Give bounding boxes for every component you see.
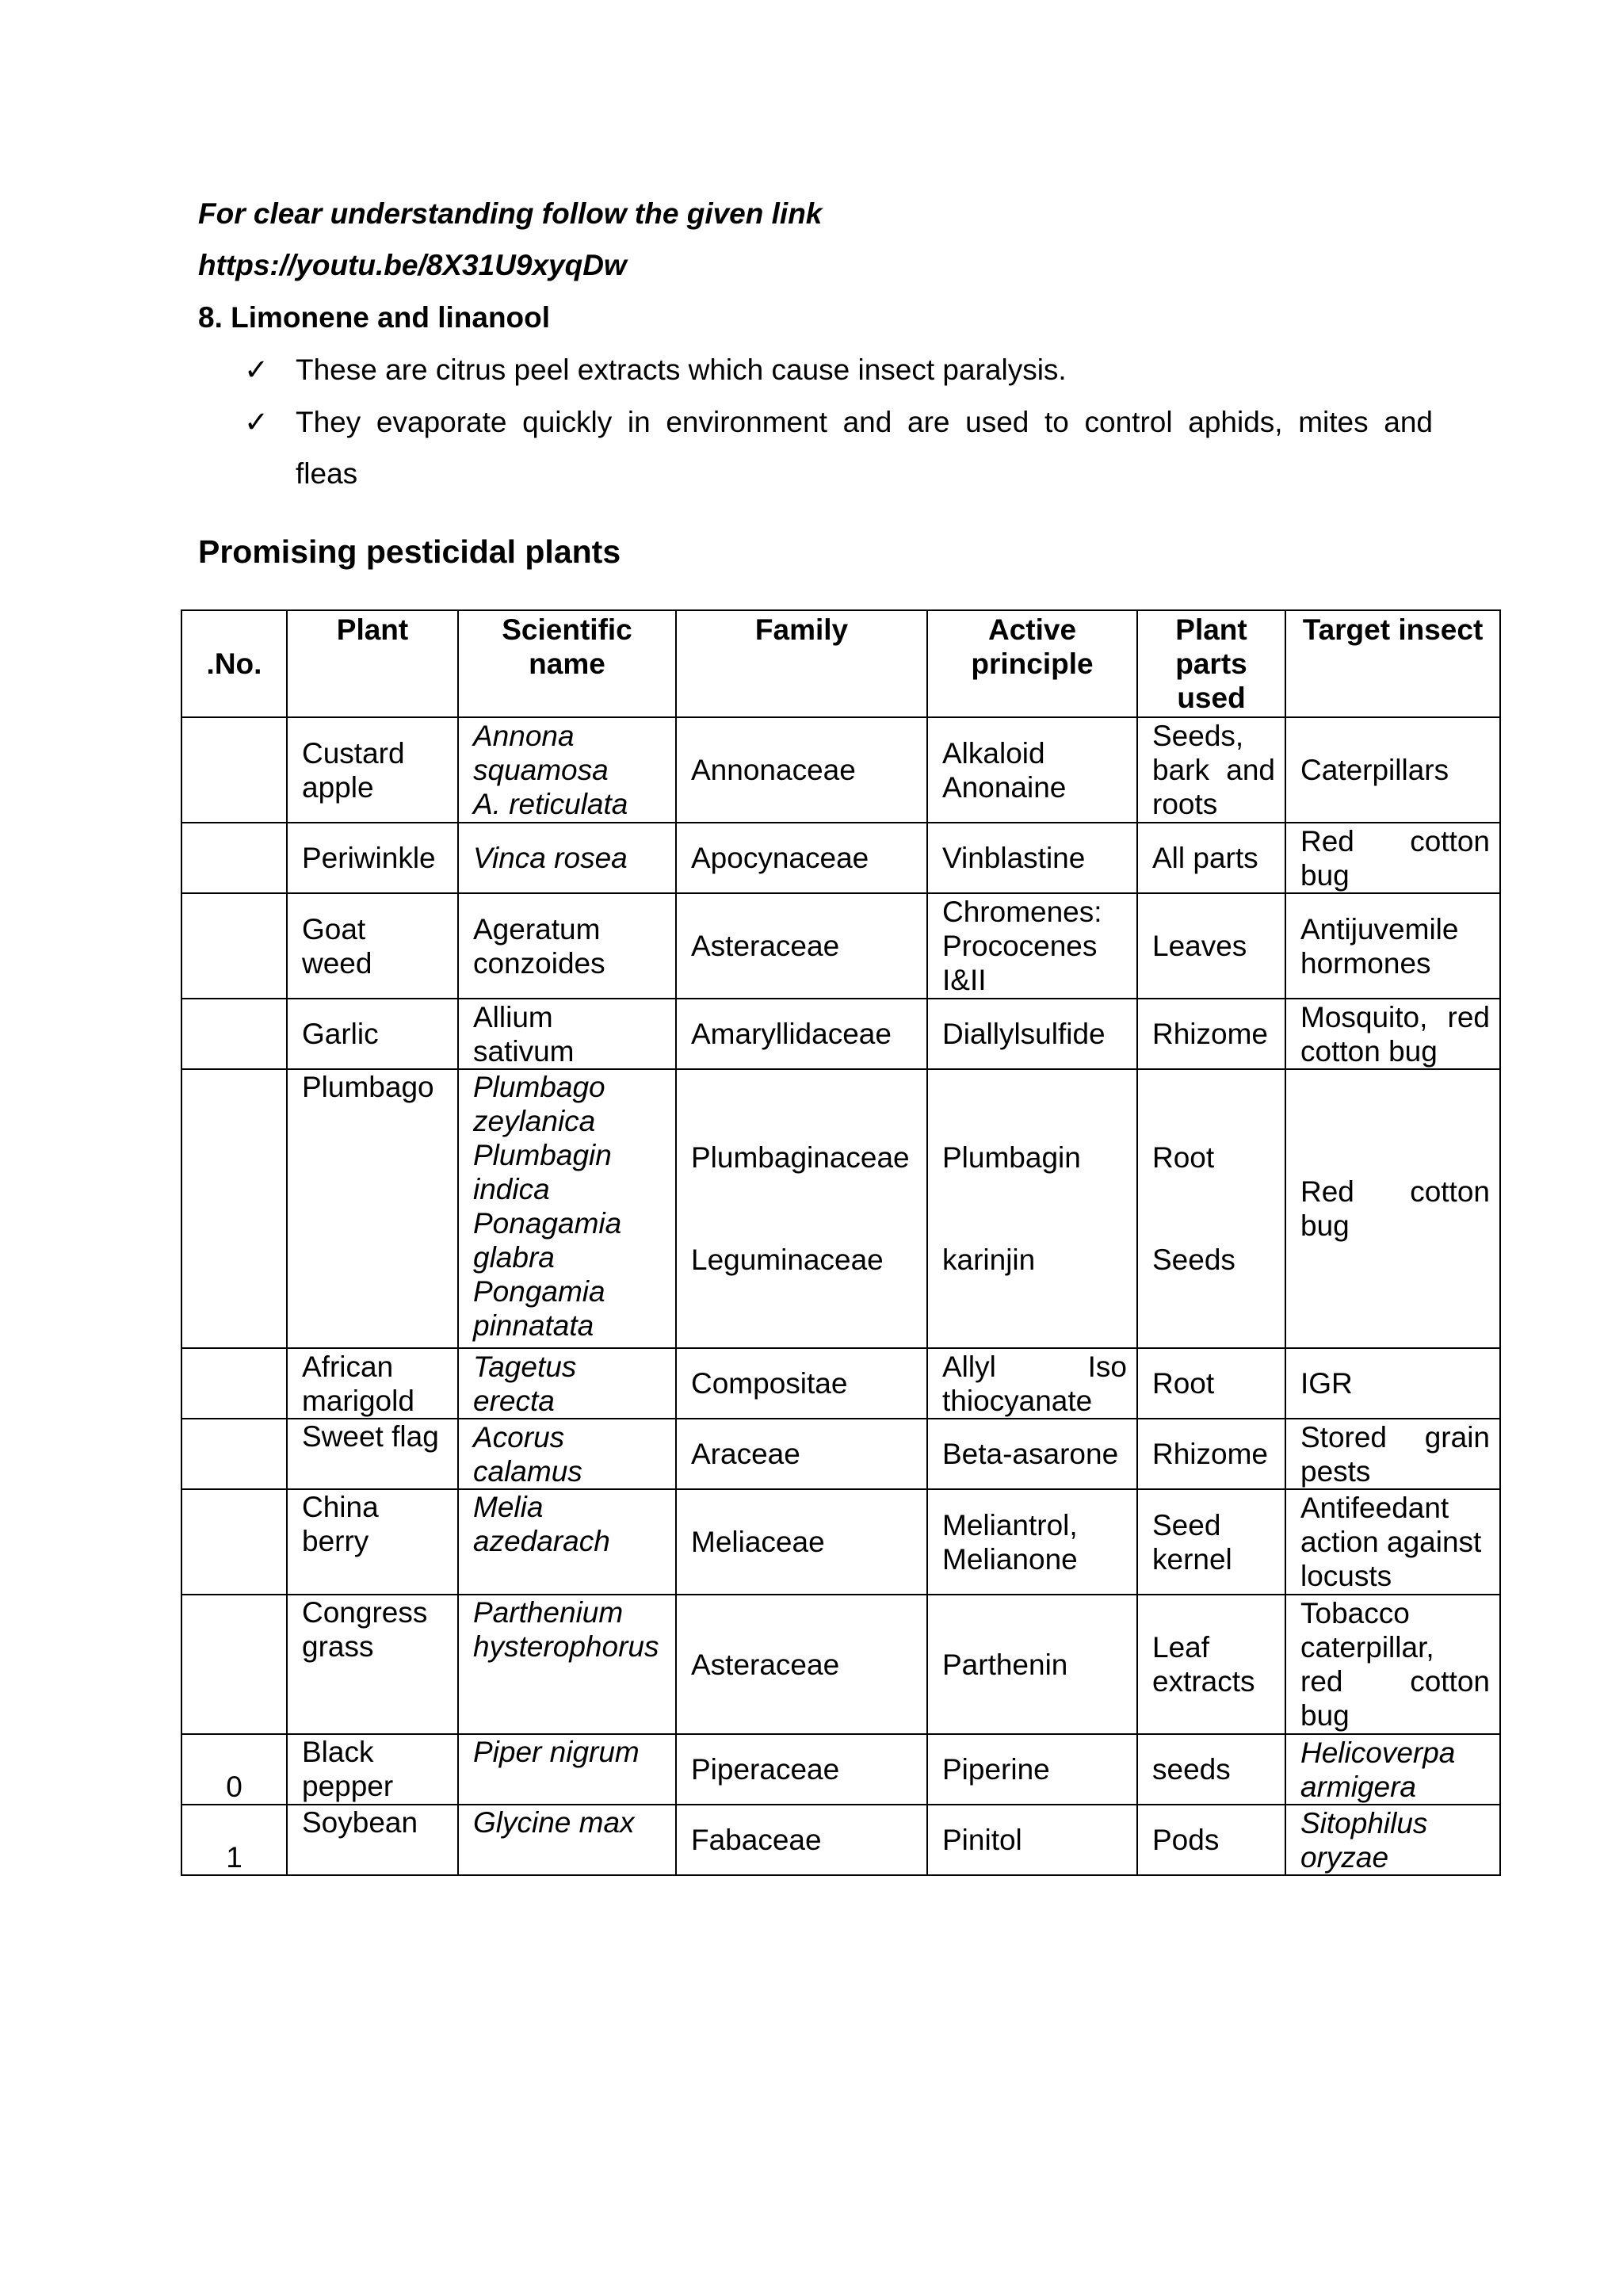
plant-cell: Periwinkle (287, 823, 458, 893)
sno-cell (181, 1419, 287, 1489)
checkmark-icon: ✓ (244, 353, 269, 387)
table-row (181, 1348, 1500, 1419)
plant-cell: Custard apple (287, 717, 458, 823)
family-cell: Apocynaceae (676, 823, 927, 893)
active-principle-cell: Alkaloid Anonaine (927, 717, 1137, 823)
section-title: 8. Limonene and linanool (198, 301, 551, 334)
table-row (181, 823, 1500, 893)
plant-cell: Sweet flag (287, 1419, 458, 1489)
table-row (181, 1805, 1500, 1875)
plant-parts-cell: Leaves (1137, 893, 1285, 999)
plant-cell: African marigold (287, 1348, 458, 1419)
scientific-name-cell: Glycine max (458, 1805, 676, 1875)
bullet-item-1: These are citrus peel extracts which cause insect paralysis. (296, 353, 1067, 386)
scientific-name-cell: Piper nigrum (458, 1734, 676, 1805)
active-principle-cell: Vinblastine (927, 823, 1137, 893)
scientific-name-cell: Parthenium hysterophorus (458, 1595, 676, 1734)
target-insect-cell: Helicoverpa armigera (1285, 1734, 1500, 1805)
header-active-principle: Active principle (927, 610, 1137, 717)
family-cell: Asteraceae (676, 1595, 927, 1734)
target-insect-cell: Tobacco caterpillar, red cotton bug (1285, 1595, 1500, 1734)
table-row (181, 1595, 1500, 1734)
table-row (181, 1069, 1500, 1348)
target-insect-cell: IGR (1285, 1348, 1500, 1419)
scientific-name-cell: Plumbago zeylanica Plumbagin indica Ponagamia glabra Pongamia pinnatata (458, 1069, 676, 1348)
sno-cell (181, 999, 287, 1069)
table-row (181, 999, 1500, 1069)
scientific-name-cell: Melia azedarach (458, 1489, 676, 1595)
bullet-item-2-line-2: fleas (296, 457, 358, 490)
family-cell: Piperaceae (676, 1734, 927, 1805)
header-plant-parts: Plant parts used (1137, 610, 1285, 717)
sno-cell (181, 893, 287, 999)
target-insect-cell: Caterpillars (1285, 717, 1500, 823)
family-cell: Plumbaginaceae Leguminaceae (676, 1069, 927, 1348)
plant-parts-cell: Rhizome (1137, 1419, 1285, 1489)
active-principle-cell: Chromenes: Prococenes I&II (927, 893, 1137, 999)
scientific-name-cell: Allium sativum (458, 999, 676, 1069)
plant-parts-cell: Root (1137, 1348, 1285, 1419)
active-principle-cell: Diallylsulfide (927, 999, 1137, 1069)
plant-cell: Congress grass (287, 1595, 458, 1734)
plant-cell: Soybean (287, 1805, 458, 1875)
table-row (181, 1419, 1500, 1489)
target-insect-cell: Mosquito, red cotton bug (1285, 999, 1500, 1069)
plant-parts-cell: Seed kernel (1137, 1489, 1285, 1595)
sno-cell (181, 823, 287, 893)
pesticidal-plants-table (181, 609, 1501, 1876)
plant-parts-cell: Leaf extracts (1137, 1595, 1285, 1734)
scientific-name-cell: Annona squamosa A. reticulata (458, 717, 676, 823)
family-cell: Meliaceae (676, 1489, 927, 1595)
sno-cell (181, 717, 287, 823)
family-cell: Compositae (676, 1348, 927, 1419)
active-principle-cell: Plumbagin karinjin (927, 1069, 1137, 1348)
active-principle-cell: Piperine (927, 1734, 1137, 1805)
scientific-name-cell: Ageratum conzoides (458, 893, 676, 999)
plant-parts-cell: Pods (1137, 1805, 1285, 1875)
table-row (181, 717, 1500, 823)
scientific-name-cell: Tagetus erecta (458, 1348, 676, 1419)
plant-cell: Garlic (287, 999, 458, 1069)
plant-parts-cell: Rhizome (1137, 999, 1285, 1069)
plant-cell: Plumbago (287, 1069, 458, 1348)
plant-cell: Black pepper (287, 1734, 458, 1805)
checkmark-icon: ✓ (244, 405, 269, 439)
active-principle-cell: Beta-asarone (927, 1419, 1137, 1489)
plant-parts-cell: Root Seeds (1137, 1069, 1285, 1348)
scientific-name-cell: Vinca rosea (458, 823, 676, 893)
family-cell: Asteraceae (676, 893, 927, 999)
family-cell: Amaryllidaceae (676, 999, 927, 1069)
plant-parts-cell: Seeds, bark and roots (1137, 717, 1285, 823)
plant-parts-cell: All parts (1137, 823, 1285, 893)
target-insect-cell: Red cotton bug (1285, 1069, 1500, 1348)
family-cell: Annonaceae (676, 717, 927, 823)
table-row (181, 893, 1500, 999)
header-scientific-name: Scientific name (458, 610, 676, 717)
family-cell: Araceae (676, 1419, 927, 1489)
target-insect-cell: Red cotton bug (1285, 823, 1500, 893)
header-sno: .No. (181, 610, 287, 717)
link-caption: For clear understanding follow the given link (198, 197, 823, 230)
sno-cell (181, 1489, 287, 1595)
sno-cell (181, 1069, 287, 1348)
header-plant: Plant (287, 610, 458, 717)
table-title: Promising pesticidal plants (198, 533, 621, 570)
active-principle-cell: Meliantrol, Melianone (927, 1489, 1137, 1595)
target-insect-cell: Sitophilus oryzae (1285, 1805, 1500, 1875)
plant-cell: China berry (287, 1489, 458, 1595)
header-family: Family (676, 610, 927, 717)
active-principle-cell: Allyl Iso thiocyanate (927, 1348, 1137, 1419)
target-insect-cell: Antifeedant action against locusts (1285, 1489, 1500, 1595)
header-target-insect: Target insect (1285, 610, 1500, 717)
target-insect-cell: Stored grain pests (1285, 1419, 1500, 1489)
bullet-item-2-line-1: They evaporate quickly in environment and are used to control aphids, mites and (296, 406, 1433, 438)
sno-cell: 1 (181, 1805, 287, 1875)
active-principle-cell: Pinitol (927, 1805, 1137, 1875)
video-link[interactable]: https://youtu.be/8X31U9xyqDw (198, 249, 627, 281)
sno-cell: 0 (181, 1734, 287, 1805)
table-row (181, 1734, 1500, 1805)
target-insect-cell: Antijuvemile hormones (1285, 893, 1500, 999)
active-principle-cell: Parthenin (927, 1595, 1137, 1734)
sno-cell (181, 1595, 287, 1734)
table-header-row (181, 610, 1500, 717)
scientific-name-cell: Acorus calamus (458, 1419, 676, 1489)
table-row (181, 1489, 1500, 1595)
plant-cell: Goat weed (287, 893, 458, 999)
plant-parts-cell: seeds (1137, 1734, 1285, 1805)
family-cell: Fabaceae (676, 1805, 927, 1875)
sno-cell (181, 1348, 287, 1419)
